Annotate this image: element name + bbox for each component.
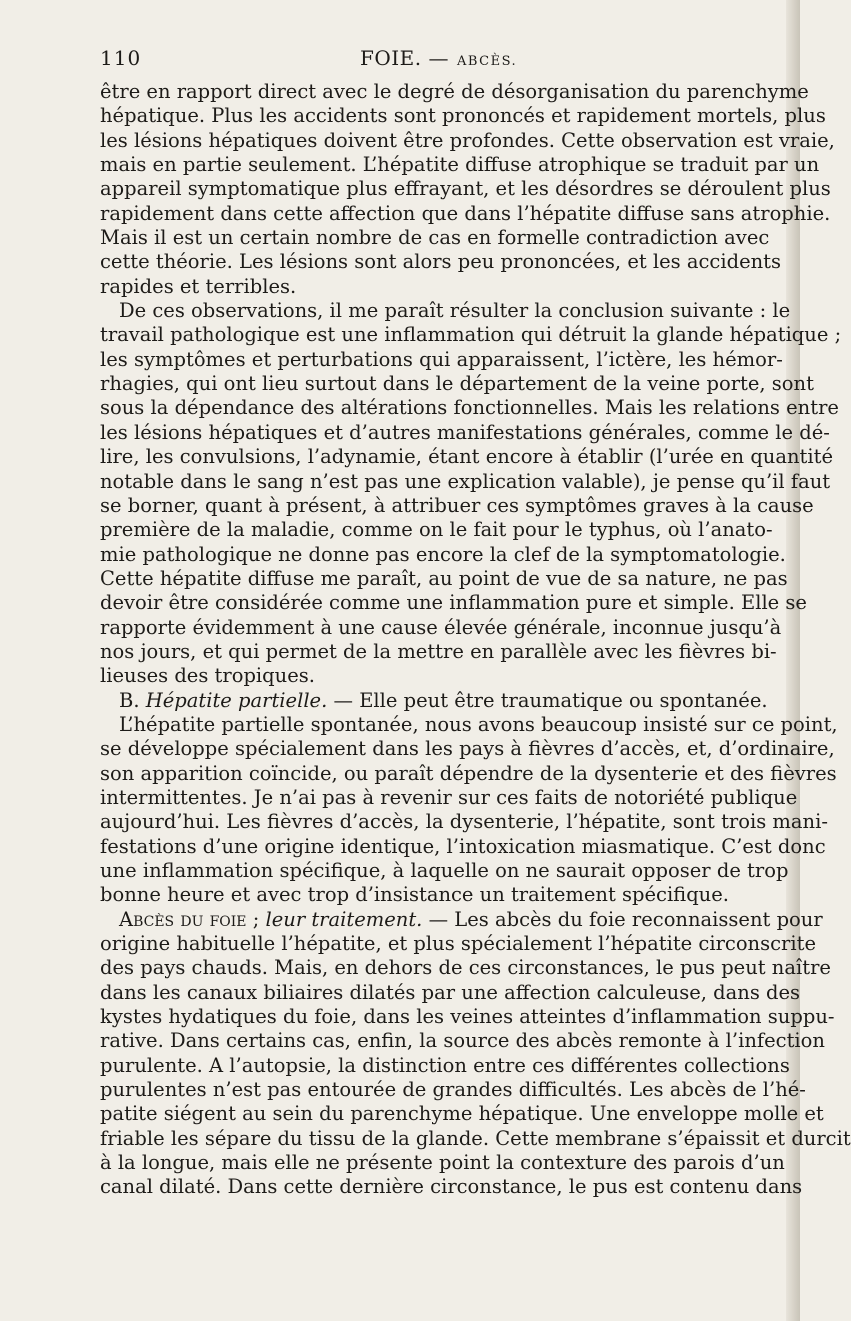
text-line bbox=[100, 250, 782, 274]
text-run: appareil symptomatique plus effrayant, et les désordres se déroulent plus bbox=[100, 177, 831, 201]
text-line bbox=[100, 859, 789, 883]
text-run: mais en partie seulement. L’hépatite diffuse atrophique se traduit par un bbox=[100, 153, 820, 177]
text-run: une inflammation spécifique, à laquelle on ne saurait opposer de trop bbox=[100, 859, 789, 882]
text-line bbox=[100, 980, 801, 1005]
text-run: des pays chauds. Mais, en dehors de ces circonstances, le pus peut naître bbox=[100, 956, 831, 980]
text-line bbox=[100, 591, 807, 615]
text-line bbox=[100, 469, 831, 494]
text-run: sous la dépendance des altérations fonctionnelles. Mais les relations entre bbox=[100, 396, 839, 420]
text-run: dans les canaux biliaires dilatés par une affection calculeuse, dans des bbox=[100, 980, 801, 1004]
text-run: leur traitement. bbox=[259, 907, 423, 931]
text-run: intermittentes. Je n’ai pas à revenir sur ces faits de notoriété publique bbox=[100, 785, 798, 809]
text-line bbox=[100, 226, 770, 250]
text-line bbox=[100, 1053, 790, 1078]
text-run: nos jours, et qui permet de la mettre en parallèle avec les fièvres bi- bbox=[100, 639, 777, 663]
text-run: devoir être considérée comme une inflammation pure et simple. Elle se bbox=[100, 591, 807, 615]
text-line bbox=[100, 347, 783, 372]
text-run: purulentes n’est pas entourée de grandes difficultés. Les abcès de l’hé- bbox=[100, 1078, 806, 1102]
text-line bbox=[100, 420, 830, 445]
text-run: festations d’une origine identique, l’intoxication miasmatique. C’est donc bbox=[100, 834, 826, 858]
text-run: rapidement dans cette affection que dans l’hépatite diffuse sans atrophie. bbox=[100, 201, 831, 225]
text-run: canal dilaté. Dans cette dernière circonstance, le pus est contenu dans bbox=[100, 1175, 803, 1199]
text-run: rative. Dans certains cas, enfin, la source des abcès remonte à l’infection bbox=[100, 1029, 825, 1053]
text-line bbox=[100, 372, 814, 396]
text-line bbox=[100, 883, 762, 907]
text-run: — Elle peut être traumatique ou spontanée. bbox=[327, 688, 768, 712]
text-run: les lésions hépatiques doivent être profondes. Cette observation est vraie, bbox=[100, 128, 835, 152]
text-run: bonne heure et avec trop d’insistance un traitement spécifique. bbox=[100, 883, 729, 907]
text-line bbox=[100, 907, 823, 932]
running-title-sub: ABCÈS. bbox=[457, 54, 518, 69]
text-run: L’hépatite partielle spontanée, nous avons beaucoup insisté sur ce point, bbox=[119, 712, 838, 736]
text-run: première de la maladie, comme on le fait pour le typhus, où l’anato- bbox=[100, 518, 773, 542]
text-line bbox=[100, 785, 798, 810]
text-line bbox=[100, 664, 762, 688]
text-line bbox=[100, 518, 773, 542]
text-line bbox=[100, 834, 826, 859]
text-line bbox=[100, 542, 786, 567]
text-line bbox=[100, 104, 826, 128]
text-run: lire, les convulsions, l’adynamie, étant encore à établir (l’urée en quantité bbox=[100, 445, 833, 469]
text-line bbox=[100, 299, 791, 323]
text-run: kystes hydatiques du foie, dans les veines atteintes d’inflammation suppu- bbox=[100, 1005, 835, 1029]
text-line bbox=[100, 737, 835, 761]
text-line bbox=[100, 639, 777, 664]
text-run: mie pathologique ne donne pas encore la clef de la symptomatologie. bbox=[100, 542, 786, 566]
text-run: les lésions hépatiques et d’autres manifestations générales, comme le dé- bbox=[100, 420, 830, 444]
text-line bbox=[100, 445, 833, 469]
text-line bbox=[100, 761, 837, 786]
text-line bbox=[100, 153, 820, 177]
text-run: aujourd’hui. Les fièvres d’accès, la dysenterie, l’hépatite, sont trois mani- bbox=[100, 810, 828, 834]
text-line bbox=[100, 323, 842, 347]
text-run: notable dans le sang n’est pas une explication valable), je pense qu’il faut bbox=[100, 469, 831, 493]
text-line bbox=[100, 810, 828, 834]
running-title bbox=[360, 46, 517, 70]
text-run: son apparition coïncide, ou paraît dépendre de la dysenterie et des fièvres bbox=[100, 761, 837, 785]
text-run: lieuses des tropiques. bbox=[100, 664, 315, 688]
text-run: rapporte évidemment à une cause élevée générale, inconnue jusqu’à bbox=[100, 615, 782, 639]
text-line bbox=[100, 566, 788, 591]
text-line bbox=[100, 712, 838, 737]
text-run: Mais il est un certain nombre de cas en formelle contradiction avec bbox=[100, 226, 770, 250]
text-run: Abcès du foie ; bbox=[119, 907, 260, 931]
text-line bbox=[100, 493, 814, 518]
text-line bbox=[100, 128, 835, 153]
text-line bbox=[100, 396, 839, 420]
text-run: origine habituelle l’hépatite, et plus spécialement l’hépatite circonscrite bbox=[100, 932, 816, 956]
text-run: Cette hépatite diffuse me paraît, au point de vue de sa nature, ne pas bbox=[100, 566, 788, 590]
text-run: De ces observations, il me paraît résulter la conclusion suivante : le bbox=[119, 299, 791, 323]
text-line bbox=[100, 1005, 835, 1029]
text-line bbox=[100, 1175, 803, 1199]
text-line bbox=[100, 201, 831, 226]
text-line bbox=[100, 177, 831, 201]
text-run: — Les abcès du foie reconnaissent pour bbox=[422, 907, 823, 931]
text-run: se développe spécialement dans les pays à fièvres d’accès, et, d’ordinaire, bbox=[100, 737, 835, 761]
text-run: hépatique. Plus les accidents sont prononcés et rapidement mortels, plus bbox=[100, 104, 826, 128]
text-run: purulente. A l’autopsie, la distinction entre ces différentes collections bbox=[100, 1053, 790, 1077]
text-run: friable les sépare du tissu de la glande. Cette membrane s’épaissit et durcit bbox=[100, 1126, 851, 1150]
text-line bbox=[100, 956, 831, 980]
text-run: travail pathologique est une inflammation qui détruit la glande hépatique ; bbox=[100, 323, 842, 347]
text-line bbox=[100, 275, 762, 299]
text-line bbox=[100, 1078, 806, 1102]
text-run: cette théorie. Les lésions sont alors peu prononcées, et les accidents bbox=[100, 250, 782, 274]
text-line bbox=[100, 1151, 785, 1175]
running-title-main: FOIE. — bbox=[360, 46, 449, 70]
text-run: Hépatite partielle. bbox=[145, 688, 328, 712]
body-text bbox=[100, 80, 851, 1200]
text-run: rhagies, qui ont lieu surtout dans le département de la veine porte, sont bbox=[100, 372, 814, 396]
text-line bbox=[100, 1102, 824, 1126]
text-run: patite siégent au sein du parenchyme hépatique. Une enveloppe molle et bbox=[100, 1102, 824, 1126]
text-run: à la longue, mais elle ne présente point la contexture des parois d’un bbox=[100, 1151, 785, 1175]
text-line bbox=[100, 932, 816, 956]
running-header bbox=[100, 44, 762, 74]
text-line bbox=[100, 80, 809, 104]
text-run: se borner, quant à présent, à attribuer ces symptômes graves à la cause bbox=[100, 493, 814, 517]
text-line bbox=[100, 688, 768, 713]
text-run: les symptômes et perturbations qui apparaissent, l’ictère, les hémor- bbox=[100, 347, 783, 371]
text-run: être en rapport direct avec le degré de désorganisation du parenchyme bbox=[100, 80, 809, 103]
text-run: rapides et terribles. bbox=[100, 274, 297, 298]
page-number: 110 bbox=[100, 46, 142, 70]
text-line bbox=[100, 1126, 851, 1151]
text-line bbox=[100, 1029, 825, 1053]
text-line bbox=[100, 615, 782, 640]
text-run: B. bbox=[119, 688, 146, 712]
